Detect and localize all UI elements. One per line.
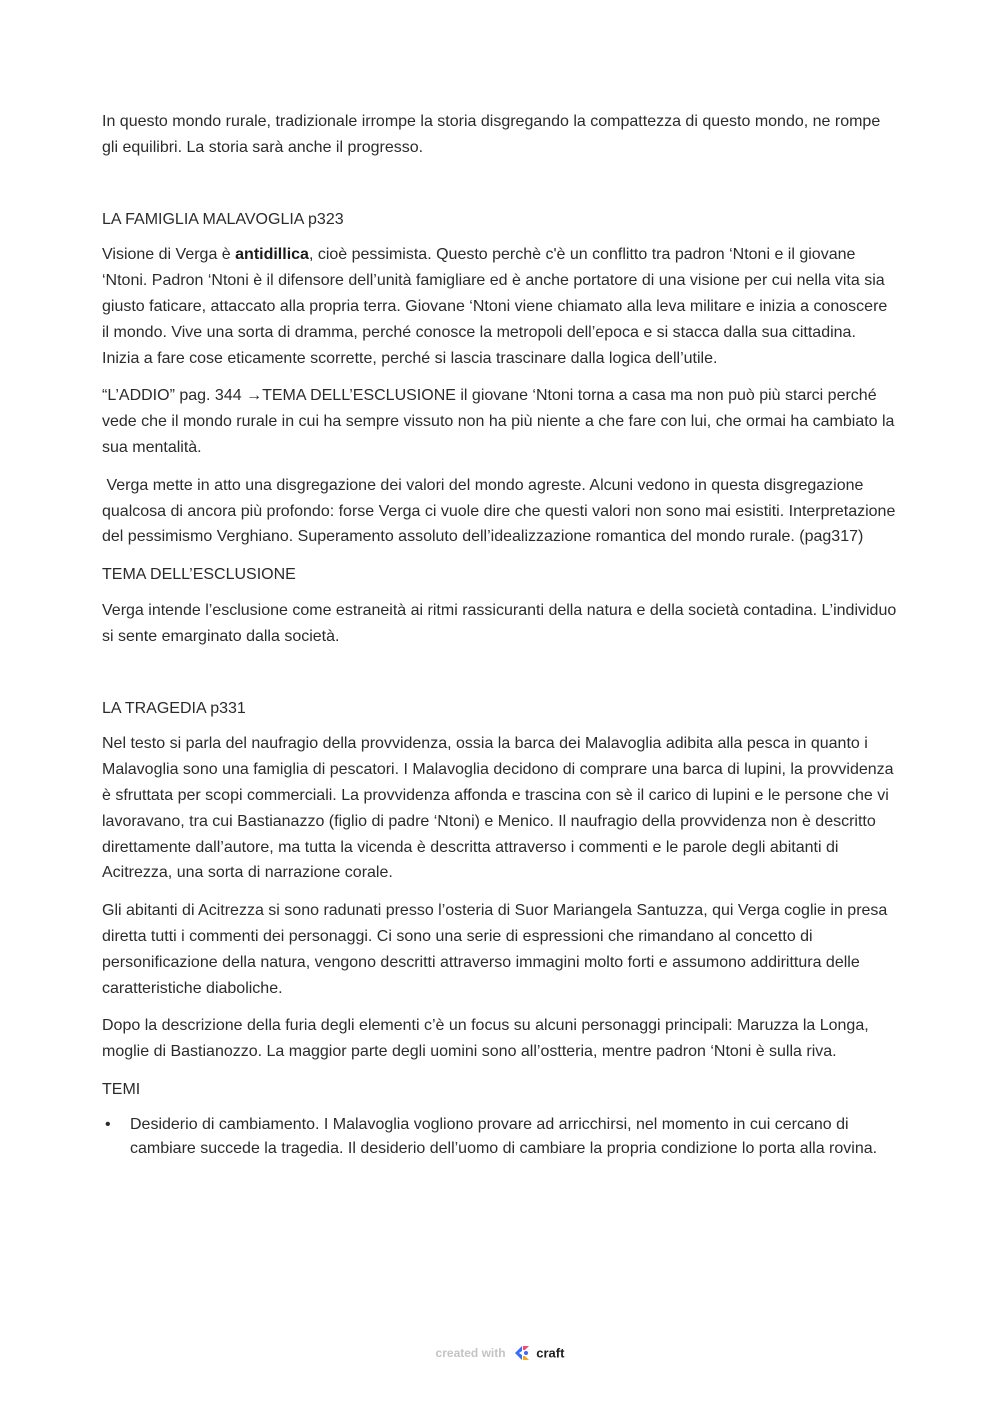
intro-paragraph: In questo mondo rurale, tradizionale irrompe la storia disgregando la compattezza di questo mondo, ne rompe gli equilibri. La storia sarà anche il progresso. (102, 113, 881, 156)
section-spacer (102, 173, 897, 207)
temi-list (102, 1113, 897, 1162)
famiglia-heading: LA FAMIGLIA MALAVOGLIA p323 (102, 210, 344, 228)
created-with-label: created with (435, 1346, 506, 1360)
famiglia-p1-bold: antidillica (235, 246, 309, 264)
temi-heading: TEMI (102, 1080, 141, 1098)
famiglia-p1-after: , cioè pessimista. Questo perchè c'è un conflitto tra padron ‘Ntoni e il giovane ‘Ntoni. Padron ‘Ntoni è il difensore dell’unità famigliare ed è anche portatore di una visione per cui nella vita sia giusto faticare, attaccato alla propria terra. Giovane ‘Ntoni viene chiamato alla leva militare e inizia a conoscere il mondo. Vive una sorta di dramma, perché conosce la metropoli dell’epoca e si stacca dalla sua cittadina. Inizia a fare cose eticamente scorrette, perché si lascia trascinare dalla logica dell’utile. (102, 246, 888, 367)
esclusione-heading: TEMA DELL’ESCLUSIONE (102, 566, 296, 584)
footer[interactable] (0, 1344, 1000, 1362)
list-item-text: Desiderio di cambiamento. I Malavoglia vogliono provare ad arricchirsi, nel momento in cui cercano di cambiare succede la tragedia. Il desiderio dell’uomo di cambiare la propria condizione lo porta alla rovina. (130, 1115, 878, 1158)
bullet-icon: • (105, 1115, 111, 1133)
document-body (102, 109, 900, 1162)
tragedia-heading: LA TRAGEDIA p331 (102, 699, 246, 717)
tragedia-paragraph-2: Gli abitanti di Acitrezza si sono radunati presso l’osteria di Suor Mariangela Santuzza, qui Verga coglie in presa diretta tutti i commenti dei personaggi. Ci sono una serie di espressioni che rimandano al concetto di personificazione della natura, vengono descritti attraverso immagini molto forti e assumono addirittura delle caratteristiche diaboliche. (102, 902, 888, 997)
tragedia-paragraph-1: Nel testo si parla del naufragio della provvidenza, ossia la barca dei Malavoglia adibita alla pesca in quanto i Malavoglia sono una famiglia di pescatori. I Malavoglia decidono di comprare una barca di lupini, la provvidenza è sfruttata per scopi commerciali. La provvidenza affonda e trascina con sè il carico di lupini e le persone che vi lavoravano, tra cui Bastianazzo (figlio di padre ‘Ntoni) e Menico. Il naufragio della provvidenza non è descritto direttamente dall’autore, ma tutta la vicenda è descritta attraverso i commenti e le parole degli abitanti di Acitrezza, una sorta di narrazione corale. (102, 735, 894, 882)
craft-logo-icon (513, 1344, 531, 1362)
esclusione-paragraph-1: Verga intende l’esclusione come estraneità ai ritmi rassicuranti della natura e della società contadina. L’individuo si sente emarginato dalla società. (102, 601, 897, 645)
famiglia-p1-before: Visione di Verga è (102, 246, 236, 264)
craft-brand-name: craft (536, 1345, 565, 1361)
famiglia-paragraph-3: Verga mette in atto una disgregazione dei valori del mondo agreste. Alcuni vedono in questa disgregazione qualcosa di ancora più profondo: forse Verga ci vuole dire che questi valori non sono mai esistiti. Interpretazione del pessimismo Verghiano. Superamento assoluto dell’idealizzazione romantica del mondo rurale. (pag317) (102, 476, 900, 546)
famiglia-paragraph-1 (102, 242, 897, 371)
section-spacer (102, 662, 897, 696)
list-item (102, 1113, 897, 1162)
tragedia-paragraph-3: Dopo la descrizione della furia degli elementi c’è un focus su alcuni personaggi principali: Maruzza la Longa, moglie di Bastianozzo. La maggior parte degli uomini sono all’ostteria, mentre padron ‘Ntoni è sulla riva. (102, 1017, 869, 1061)
famiglia-paragraph-2: “L’ADDIO” pag. 344 →TEMA DELL’ESCLUSIONE il giovane ‘Ntoni torna a casa ma non può più starci perché vede che il mondo rurale in cui ha sempre vissuto non ha più niente a che fare con lui, che ormai ha cambiato la sua mentalità. (102, 387, 895, 456)
